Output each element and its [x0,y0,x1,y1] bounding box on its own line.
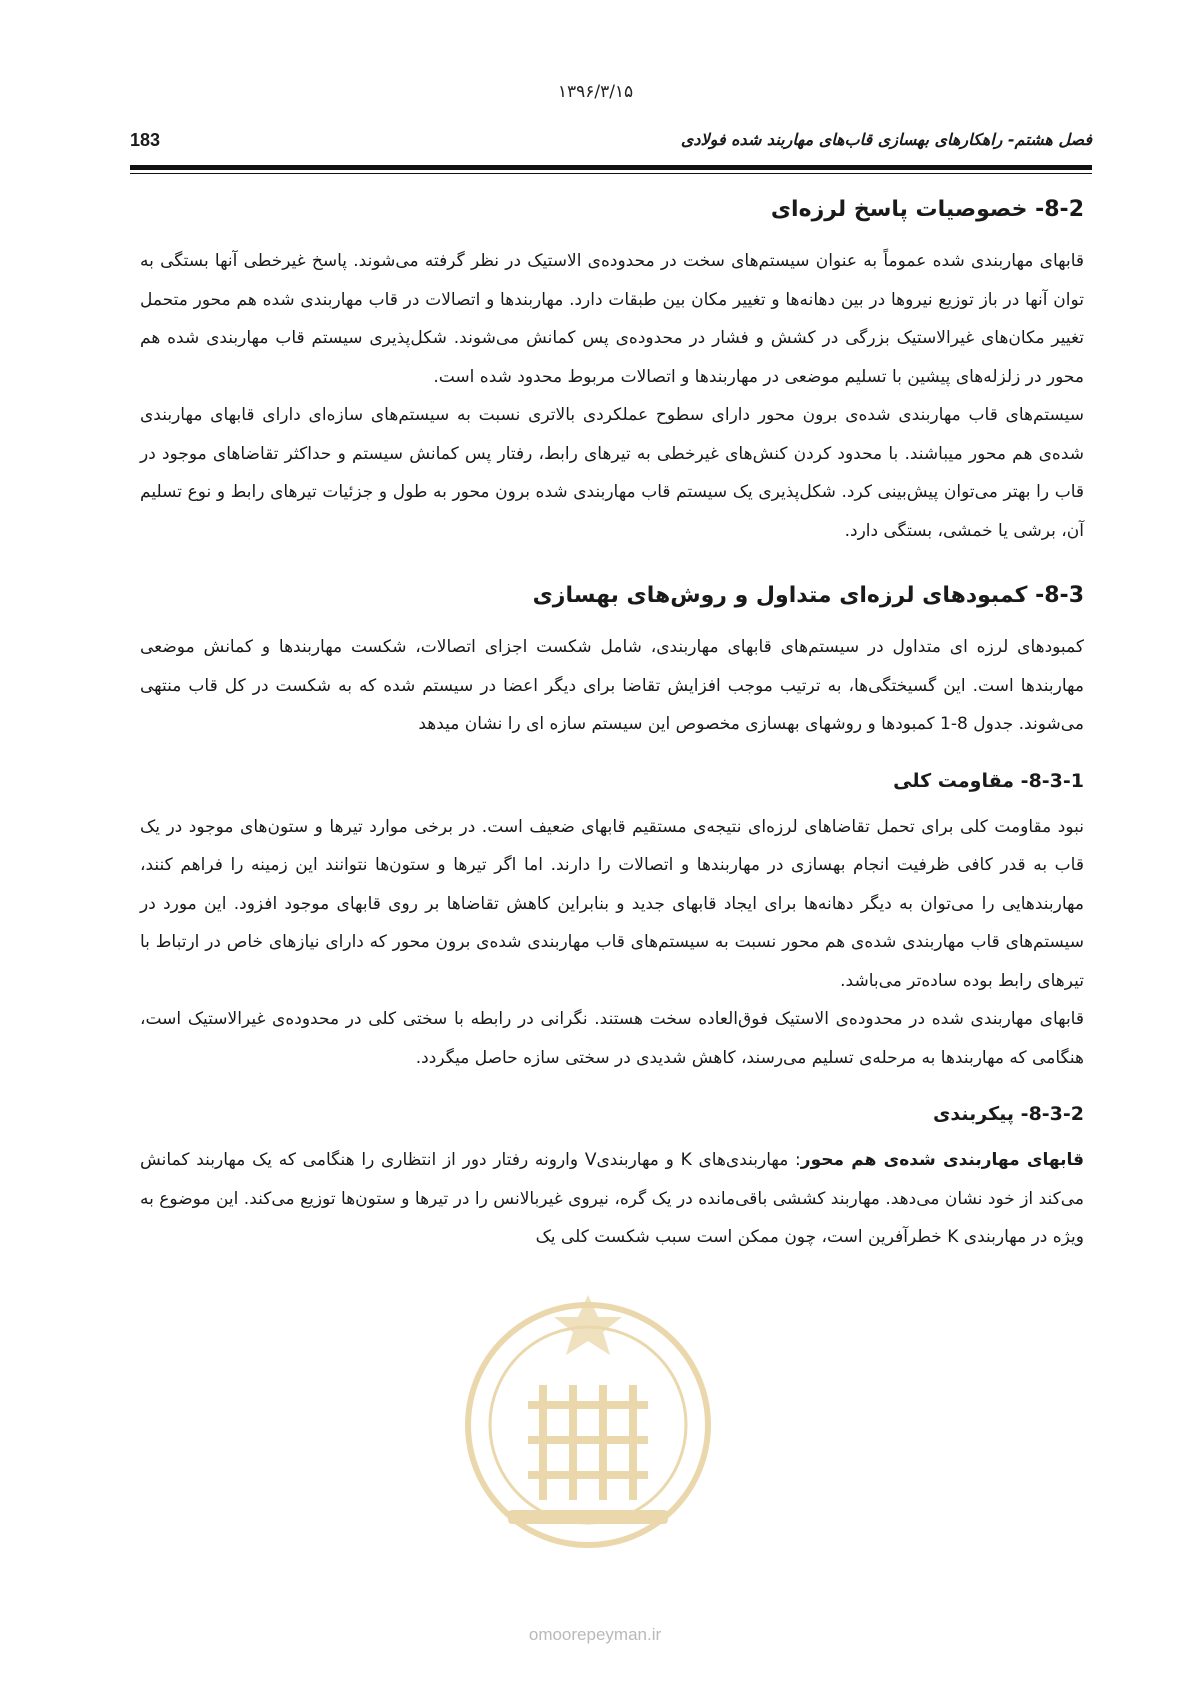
watermark-seal-logo [448,1255,728,1585]
paragraph: قابهای مهاربندی شده عموماً به عنوان سیستم‌های سخت در محدوده‌ی الاستیک در نظر گرفته می‌شوند. پاسخ غیرخطی آنها بستگی به توان آنها در باز توزیع نیروها در بین دهانه‌ها و تغییر مکان بین طبقات دارد. مهاربندها و اتصالات در قاب مهاربندی شده هم محور متحمل تغییر مکان‌های غیرالاستیک بزرگی در کشش و فشار در محدوده‌ی پس کمانش می‌شوند. شکل‌پذیری سیستم قاب مهاربندی شده هم محور در زلزله‌های پیشین با تسلیم موضعی در مهاربندها و اتصالات مربوط محدود شده است. [140,251,1084,387]
paragraph: سیستم‌های قاب مهاربندی شده‌ی برون محور دارای سطوح عملکردی بالاتری نسبت به سیستم‌های سازه‌ای دارای قابهای مهاربندی شده‌ی هم محور میباشند. با محدود کردن کنش‌های غیرخطی به تیرهای رابط، رفتار پس کمانش سیستم و حداکثر تقاضاهای موجود در قاب را بهتر می‌توان پیش‌بینی کرد. شکل‌پذیری یک سیستم قاب مهاربندی شده برون محور به طول و جزئیات تیرهای رابط و نوع تسلیم آن، برشی یا خمشی، بستگی دارد. [140,405,1084,541]
watermark-url: omoorepeyman.ir [528,1625,662,1644]
page-number: 183 [130,130,161,150]
section-title-deficiencies: 8-3- کمبودهای لرزه‌ای متداول و روش‌های بهسازی [532,583,1084,608]
document-date: ۱۳۹۶/۳/۱۵ [557,82,634,102]
subsection-title-configuration: 8-3-2- پیکربندی [933,1103,1084,1125]
header-rule-thin [130,173,1092,174]
paragraph-lead: قابهای مهاربندی شده‌ی هم محور [800,1150,1084,1170]
paragraph [140,1141,1084,1257]
paragraph: قابهای مهاربندی شده در محدوده‌ی الاستیک فوق‌العاده سخت هستند. نگرانی در رابطه با سختی کلی در محدوده‌ی غیرالاستیک است، هنگامی که مهاربندها به مرحله‌ی تسلیم می‌رسند، کاهش شدیدی در سختی سازه حاصل میگردد. [140,1009,1084,1068]
page-content [140,182,1084,1257]
paragraph: نبود مقاومت کلی برای تحمل تقاضاهای لرزه‌ای نتیجه‌ی مستقیم قابهای ضعیف است. در برخی موارد تیرها و ستون‌های موجود در یک قاب به قدر کافی ظرفیت انجام بهسازی در مهاربندها و اتصالات را دارند. اما اگر تیرها و ستون‌ها نتوانند این زمینه را فراهم کنند، مهاربندهایی را می‌توان به دیگر دهانه‌ها برای ایجاد قابهای جدید و بنابراین کاهش تقاضاها بر روی قابهای موجود افزود. این مورد در سیستم‌های قاب مهاربندی شده‌ی هم محور نسبت به سیستم‌های قاب مهاربندی شده‌ی برون محور که دارای نیازهای خاص در ارتباط با تیرهای رابط بوده ساده‌تر می‌باشد. [140,816,1084,991]
header-rule-thick [130,165,1092,170]
subsection-title-global-strength: 8-3-1- مقاومت کلی [893,769,1084,792]
chapter-title: فصل هشتم- راهکارهای بهسازی قاب‌های مهاربند شده فولادی [680,130,1092,149]
paragraph: کمبودهای لرزه ای متداول در سیستم‌های قابهای مهاربندی، شامل شکست اجزای اتصالات، شکست مهاربندها و کمانش موضعی مهاربندها است. این گسیختگی‌ها، به ترتیب موجب افزایش تقاضا برای دیگر اعضا در سیستم شده که به شکست در کل قاب منتهی می‌شوند. جدول 8-1 کمبودها و روشهای بهسازی مخصوص این سیستم سازه ای را نشان میدهد [140,637,1084,734]
paragraph-body: : مهاربندی‌های K و مهاربندیV وارونه رفتار دور از انتظاری را هنگامی که یک مهاربند کمانش می‌کند از خود نشان می‌دهد. مهاربند کششی باقی‌مانده در یک گره، نیروی غیربالانس را در تیرها و ستون‌ها توزیع می‌کند. این موضوع به ویژه در مهاربندی K خطرآفرین است، چون ممکن است سبب شکست کلی یک [140,1150,1084,1247]
section-title-seismic-response: 8-2- خصوصیات پاسخ لرزه‌ای [770,197,1084,222]
page-header [130,130,1092,158]
